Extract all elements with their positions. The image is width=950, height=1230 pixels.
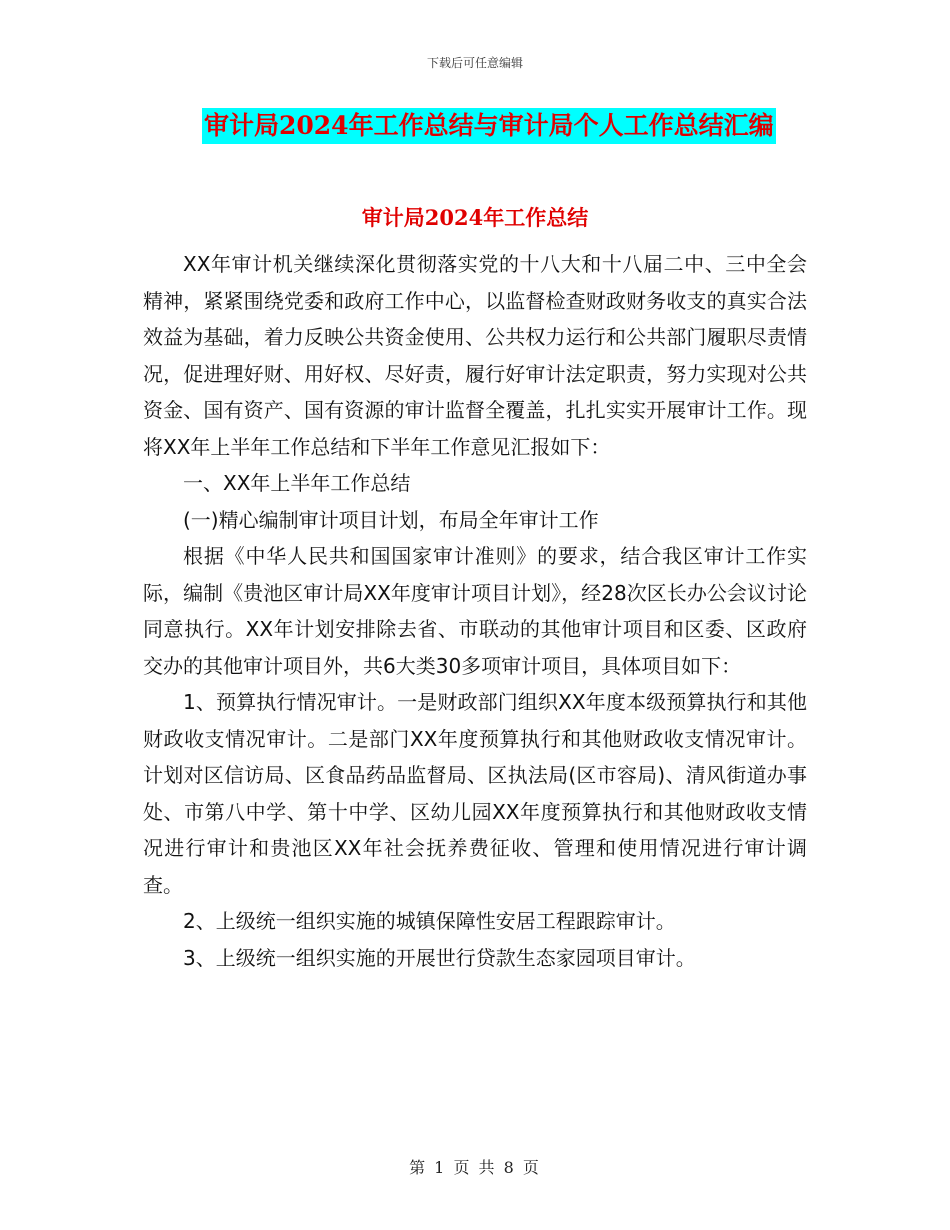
subheading-audit-plan: (一)精心编制审计项目计划，布局全年审计工作 (183, 507, 599, 532)
paragraph-housing-audit: 2、上级统一组织实施的城镇保障性安居工程跟踪审计。 (183, 909, 676, 933)
header-note: 下载后可任意编辑 (426, 56, 523, 70)
paragraph-budget-audit: 1、预算执行情况审计。一是财政部门组织XX年度本级预算执行和其他财政收支情况审计。二是部门XX年度预算执行和其他财政收支情况审计。计划对区信访局、区食品药品监督局、区执法局(区市容局)、清风街道办事处、市第八中学、第十中学、区幼儿园XX年度预算执行和其他财政收支情况进行审计和贵池区XX年社会抚养费征收、管理和使用情况进行审计调查。 (143, 690, 807, 897)
section-title: 审计局2024年工作总结 (361, 205, 589, 230)
heading-first-half-summary: 一、XX年上半年工作总结 (183, 471, 411, 495)
main-title: 审计局2024年工作总结与审计局个人工作总结汇编 (202, 108, 776, 144)
paragraph-audit-plan: 根据《中华人民共和国国家审计准则》的要求，结合我区审计工作实际，编制《贵池区审计局XX年度审计项目计划》，经28次区长办公会议讨论同意执行。XX年计划安排除去省、市联动的其他审计项目和区委、区政府交办的其他审计项目外，共6大类30多项审计项目，具体项目如下： (143, 544, 807, 678)
paragraph-intro: XX年审计机关继续深化贯彻落实党的十八大和十八届二中、三中全会精神，紧紧围绕党委和政府工作中心，以监督检查财政财务收支的真实合法效益为基础，着力反映公共资金使用、公共权力运行和公共部门履职尽责情况，促进理好财、用好权、尽好责，履行好审计法定职责，努力实现对公共资金、国有资产、国有资源的审计监督全覆盖，扎扎实实开展审计工作。现将XX年上半年工作总结和下半年工作意见汇报如下： (143, 252, 807, 459)
page-number-footer: 第 1 页 共 8 页 (409, 1158, 541, 1177)
body-text (143, 246, 807, 976)
paragraph-worldbank-audit: 3、上级统一组织实施的开展世行贷款生态家园项目审计。 (183, 945, 696, 970)
